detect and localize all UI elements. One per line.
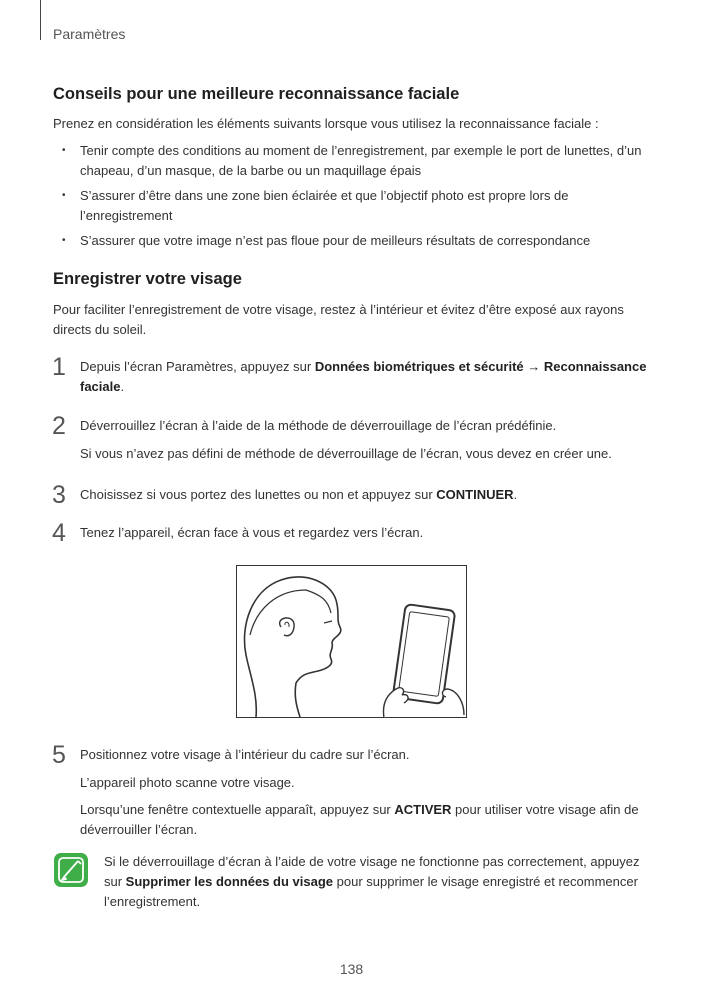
step-number: 1: [52, 353, 66, 381]
note-text: Si le déverrouillage d’écran à l’aide de votre visage ne fonctionne pas correctement, appuyez sur Supprimer les données du visage pour supprimer le visage enregistré et recommencer l’enregistrement.: [104, 854, 640, 909]
tips-bullet-3: • S’assurer que votre image n’est pas floue pour de meilleurs résultats de correspondance: [80, 231, 655, 251]
step-number: 4: [52, 519, 66, 547]
step-number: 3: [52, 481, 66, 509]
tips-bullet-1: • Tenir compte des conditions au moment de l’enregistrement, par exemple le port de lunettes, d’un chapeau, d’un masque, de la barbe ou un maquillage épais: [62, 143, 642, 178]
step-5-text: Positionnez votre visage à l’intérieur du cadre sur l’écran.: [80, 747, 410, 762]
face-registration-illustration: [236, 565, 467, 718]
step-3-text: Choisissez si vous portez des lunettes ou non et appuyez sur CONTINUER.: [80, 487, 518, 502]
bullet-dot-icon: •: [62, 190, 66, 201]
tips-intro: Prenez en considération les éléments suivants lorsque vous utilisez la reconnaissance faciale :: [53, 116, 599, 131]
register-intro: Pour faciliter l’enregistrement de votre visage, restez à l’intérieur et évitez d’être exposé aux rayons directs du soleil.: [53, 302, 624, 337]
header-rule: [40, 0, 41, 40]
step-number: 5: [52, 741, 66, 769]
bullet-dot-icon: •: [62, 235, 66, 246]
header-section-title: Paramètres: [53, 26, 126, 42]
step-2-text: Déverrouillez l’écran à l’aide de la méthode de déverrouillage de l’écran prédéfinie.: [80, 418, 557, 433]
tips-heading: Conseils pour une meilleure reconnaissance faciale: [53, 85, 460, 103]
page-number: 138: [339, 961, 364, 977]
bullet-dot-icon: •: [62, 145, 66, 156]
note-pencil-icon: [54, 853, 88, 887]
step-1-text: Depuis l’écran Paramètres, appuyez sur Données biométriques et sécurité → Reconnaissance faciale.: [80, 359, 647, 394]
step-2-subtext: Si vous n’avez pas défini de méthode de déverrouillage de l’écran, vous devez en créer une.: [80, 446, 612, 461]
step-5-subtext-2: Lorsqu’une fenêtre contextuelle apparaît, appuyez sur ACTIVER pour utiliser votre visage afin de déverrouiller l’écran.: [80, 802, 639, 837]
tips-bullet-2: • S’assurer d’être dans une zone bien éclairée et que l’objectif photo est propre lors de l’enregistrement: [62, 188, 569, 223]
step-4-text: Tenez l’appareil, écran face à vous et regardez vers l’écran.: [80, 525, 424, 540]
step-number: 2: [52, 412, 66, 440]
register-heading: Enregistrer votre visage: [53, 270, 242, 288]
step-5-subtext-1: L’appareil photo scanne votre visage.: [80, 775, 295, 790]
